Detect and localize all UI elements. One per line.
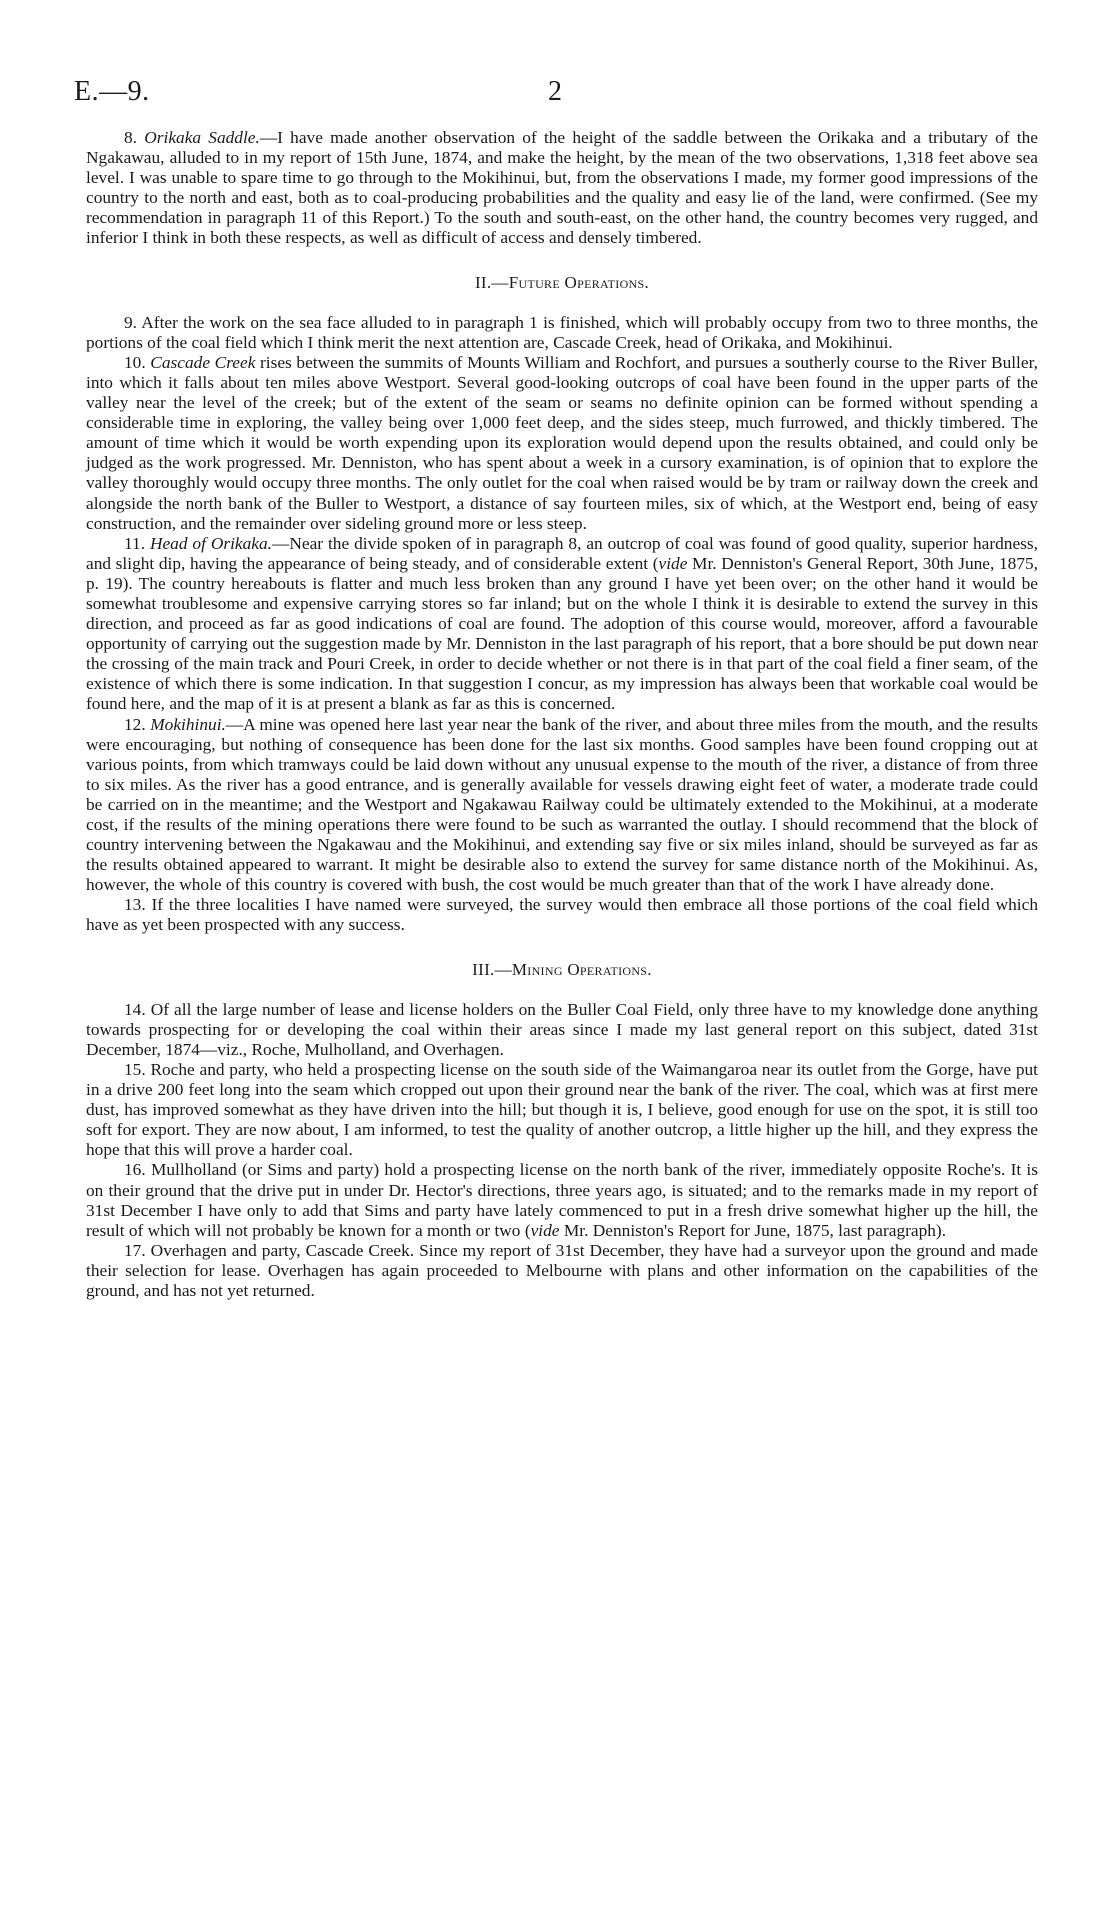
paragraph-10-number: 10. — [124, 352, 151, 372]
paragraph-16 — [86, 1160, 1038, 1240]
section-3-numeral: III.— — [472, 959, 512, 979]
paragraph-12-title: Mokihinui. — [150, 714, 226, 734]
page-number: 2 — [548, 76, 562, 107]
document-body — [86, 128, 1038, 1301]
section-2-title: Future Operations. — [508, 272, 650, 292]
paragraph-16-text-a: 16. Mullholland (or Sims and party) hold a prospecting license on the north bank of the river, immediately opposite Roche's. It is on their ground that the drive put in under Dr. Hector's directions, three years ago, is situated; and to the remarks made in my report of 31st December I have only to add that Sims and party have lately commenced to put in a fresh drive somewhat higher up the hill, the result of which will not probably be known for a month or two ( — [86, 1160, 1038, 1240]
paragraph-10-text: rises between the summits of Mounts William and Rochfort, and pursues a southerly course to the River Buller, into which it falls about ten miles above Westport. Several good-looking outcrops of coal have been found in the upper parts of the valley near the level of the creek; but of the extent of the seam or seams no definite opinion can be formed without spending a considerable time in exploring, the valley being over 1,000 feet deep, and the sides steep, much furrowed, and thickly timbered. The amount of time which it would be worth expending upon its exploration would depend upon the results obtained, and could only be judged as the work progressed. Mr. Denniston, who has spent about a week in a cursory examination, is of opinion that to explore the valley thoroughly would occupy three months. The only outlet for the coal when raised would be by tram or railway down the creek and alongside the north bank of the Buller to Westport, a distance of say fourteen miles, six of which, at the Westport end, being of easy construction, and the remainder over sideling ground more or less steep. — [86, 352, 1038, 533]
paragraph-8-title: Orikaka Saddle. — [144, 128, 260, 147]
paragraph-8-number: 8. — [124, 128, 145, 147]
paragraph-8 — [86, 128, 1038, 249]
section-heading-future-operations — [86, 273, 1038, 293]
paragraph-9: 9. After the work on the sea face alluded to in paragraph 1 is finished, which will probably occupy from two to three months, the portions of the coal field which I think merit the next attention are, Cascade Creek, head of Orikaka, and Mokihinui. — [86, 312, 1038, 352]
paragraph-11-text-a: —Near the divide spoken of in paragraph 8, an outcrop of coal was found of good quality, superior hardness, and slight dip, having the appearance of being steady, and of considerable extent ( — [86, 533, 1038, 573]
paragraph-16-vide: vide — [530, 1220, 560, 1240]
paragraph-10 — [86, 353, 1038, 534]
paragraph-8-text: —I have made another observation of the height of the saddle between the Orikaka and a tributary of the Ngakawau, alluded to in my report of 15th June, 1874, and make the height, by the mean of the two observations, 1,318 feet above sea level. I was unable to spare time to go through to the Mokihinui, but, from the observations I made, my former good impressions of the country to the north and east, both as to coal-producing probabilities and the quality and easy lie of the land, were confirmed. (See my recommendation in paragraph 11 of this Report.) To the south and south-east, on the other hand, the country becomes very rugged, and inferior I think in both these respects, as well as difficult of access and densely timbered. — [86, 128, 1038, 248]
section-heading-mining-operations — [86, 960, 1038, 980]
paragraph-11-number: 11. — [124, 533, 150, 553]
paragraph-16-text-b: Mr. Denniston's Report for June, 1875, last paragraph). — [559, 1220, 947, 1240]
paragraph-10-title: Cascade Creek — [150, 352, 256, 372]
paragraph-12 — [86, 715, 1038, 896]
paragraph-11-text-b: Mr. Denniston's General Report, 30th June, 1875, p. 19). The country hereabouts is flatter and much less broken than any ground I have yet been over; on the other hand it would be somewhat troublesome and expensive carrying stores so far inland; but on the whole I think it is desirable to extend the survey in this direction, and proceed as far as good indications of coal are found. The adoption of this course would, moreover, afford a favourable opportunity of carrying out the suggestion made by Mr. Denniston in the last paragraph of his report, that a bore should be put down near the crossing of the main track and Pouri Creek, in order to decide whether or not there is in that part of the coal field a finer seam, of the existence of which there is some indication. In that suggestion I concur, as my impression has always been that workable coal would be found here, and the map of it is at present a blank as far as this is concerned. — [86, 553, 1038, 714]
paragraph-11 — [86, 534, 1038, 715]
paragraph-12-text: —A mine was opened here last year near the bank of the river, and about three miles from the mouth, and the results were encouraging, but nothing of consequence has been done for the last six months. Good samples have been found cropping out at various points, from which tramways could be laid down without any unusual expense to the mouth of the river, a distance of from three to six miles. As the river has a good entrance, and is generally available for vessels drawing eight feet of water, a moderate trade could be carried on in the meantime; and the Westport and Ngakawau Railway could be ultimately extended to the Mokihinui, at a moderate cost, if the results of the mining operations there were found to be such as warranted the outlay. I should recommend that the block of country intervening between the Ngakawau and the Mokihinui, and extending say five or six miles inland, should be surveyed as far as the results obtained appeared to warrant. It might be desirable also to extend the survey for same distance north of the Mokihinui. As, however, the whole of this country is covered with bush, the cost would be much greater than that of the work I have already done. — [86, 714, 1038, 895]
paragraph-17: 17. Overhagen and party, Cascade Creek. Since my report of 31st December, they have had a surveyor upon the ground and made their selection for lease. Overhagen has again proceeded to Melbourne with plans and other information on the capabilities of the ground, and has not yet returned. — [86, 1240, 1038, 1300]
section-2-numeral: II.— — [474, 272, 509, 292]
paragraph-15: 15. Roche and party, who held a prospecting license on the south side of the Waimangaroa near its outlet from the Gorge, have put in a drive 200 feet long into the seam which cropped out upon their ground near the bank of the river. The coal, which was at first mere dust, has improved somewhat as they have driven into the hill; but though it is, I believe, good enough for use on the spot, it is still too soft for export. They are now about, I am informed, to test the quality of another outcrop, a little higher up the hill, and they express the hope that this will prove a harder coal. — [86, 1059, 1038, 1160]
paragraph-11-vide: vide — [658, 553, 688, 573]
paragraph-14: 14. Of all the large number of lease and license holders on the Buller Coal Field, only three have to my knowledge done anything towards prospecting for or developing the coal within their areas since I made my last general report on this subject, dated 31st December, 1874—viz., Roche, Mulholland, and Overhagen. — [86, 999, 1038, 1059]
document-reference: E.—9. — [74, 76, 150, 107]
paragraph-11-title: Head of Orikaka. — [149, 533, 273, 553]
section-3-title: Mining Operations. — [511, 959, 652, 979]
paragraph-13: 13. If the three localities I have named were surveyed, the survey would then embrace all those portions of the coal field which have as yet been prospected with any success. — [86, 895, 1038, 935]
paragraph-12-number: 12. — [124, 714, 151, 734]
